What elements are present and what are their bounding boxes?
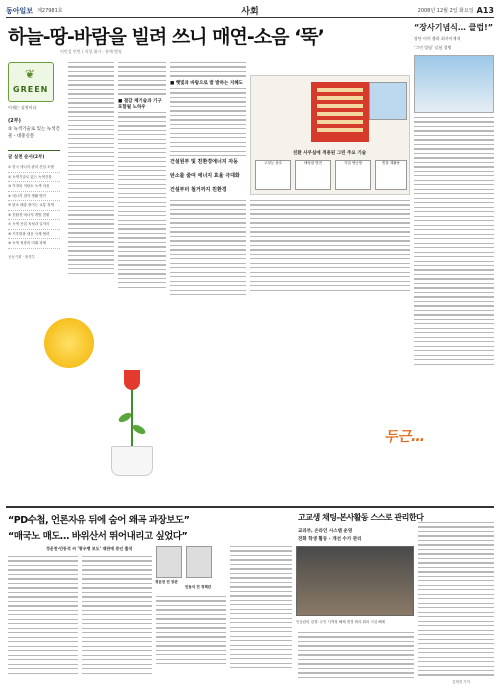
series-list-item: ⑧ 기후변화 대응 국제 협력 <box>8 230 60 240</box>
diagram-title: 친환 사무실에 적용된 그린 주요 기술 <box>293 151 367 156</box>
bottom-right-reporter: 김재경 기자 <box>452 680 471 684</box>
bottom-left-subheadline: “매국노 매도… 바위산서 뛰어내리고 싶었다” <box>8 531 188 542</box>
bottom-left-byline: 정운천·민동석 씨 ‘광우병 보도’ 재판에 증인 출석 <box>46 546 133 551</box>
badge-word: GREEN <box>13 85 49 94</box>
sun-illustration <box>44 318 94 368</box>
series-list <box>8 150 60 249</box>
green-building-diagram <box>250 75 410 195</box>
article-text-lower <box>250 200 410 294</box>
pull-quote: 건설원부 및 친환경에너지 자동 <box>170 159 239 165</box>
series-list-item: ⑤ 탄소 배출 줄이는 교통 정책 <box>8 201 60 211</box>
bottom-left-text-col1 <box>8 556 78 677</box>
bottom-left-text-col2 <box>82 556 152 677</box>
meeting-photo <box>296 546 414 616</box>
leaf <box>131 423 147 436</box>
sidebar-subheadline: ‘그린 빌딩’ 실험 경쟁 <box>414 45 452 50</box>
building-facade <box>317 88 363 136</box>
article-subhead: ■ 햇빛과 바람으로 발 발하는 지혜도 <box>170 80 243 86</box>
diagram-item-label: 태양광 발전 <box>303 161 323 165</box>
solar-panel-photo <box>369 82 407 120</box>
bottom-right-text-col1 <box>298 632 414 681</box>
series-list-item: ① 한국 에너지 관리 건설 모델 <box>8 163 60 173</box>
article-subhead: ■ 절감 제기술과 기구 포함될 노하우 <box>118 98 162 110</box>
sidebar-headline: “장사기념식… 클럽!” <box>414 23 494 32</box>
series-title: ② 녹색기술로 있는 녹색건물 - 대중신문 <box>8 127 60 139</box>
bottom-right-headline: 고교생 채팅-본사활동 스스로 관리한다 <box>298 513 424 522</box>
meeting-photo-caption: 인공관리 강경: 무인 사격장 해제 변경 쿼리 회의 시설 해체 <box>296 620 385 624</box>
section-title: 사회 <box>241 7 259 17</box>
series-number: (2부) <box>8 118 21 124</box>
series-column <box>8 62 60 302</box>
bottom-left-headline: “PD수첩, 언론자유 뒤에 숨어 왜곡 과장보도” <box>8 515 190 526</box>
diagram-item <box>335 160 371 190</box>
sprout-icon: ❦ <box>25 67 36 81</box>
lead-headline: 하늘-땅-바람을 빌려 쓰니 매연-소음 ‘뚝’ <box>8 26 324 48</box>
diagram-item <box>255 160 291 190</box>
badge-subtitle: 이제는 실천이다 <box>8 105 37 110</box>
bottom-left-text-col4 <box>230 546 292 672</box>
sidebar-article <box>414 22 494 368</box>
portrait-photo <box>156 546 182 578</box>
article-text-col1 <box>68 62 114 277</box>
diagram-item-label: 고성능 창호 <box>263 161 283 165</box>
lead-byline: 이민걸 인턴 / 지성 취가 · 홍예 범직 <box>60 49 122 54</box>
series-list-item: ④ 에너지 절약 생활 방안 <box>8 192 60 202</box>
article-text-col3-lower <box>170 200 246 299</box>
sidebar-photo <box>414 55 494 113</box>
portrait-caption: 정운천 전 장관 <box>155 580 178 584</box>
portrait-caption: 민동석 전 정책관 <box>185 585 212 589</box>
portrait-photo <box>186 546 212 578</box>
article-text-col2 <box>118 62 166 291</box>
section-divider <box>6 506 494 508</box>
page-number: A13 <box>476 6 494 15</box>
series-list-item: ⑦ 녹색 산업 육성과 일자리 <box>8 220 60 230</box>
diagram-item-label: 지열 냉난방 <box>343 161 363 165</box>
series-list-item: ⑨ 녹색 성장의 미래 과제 <box>8 239 60 249</box>
tulip-flower <box>124 370 140 390</box>
issue-date: 2008년 12월 2일 화요일 <box>417 8 474 14</box>
issue-number: 제27981호 <box>37 8 63 14</box>
green-series-badge <box>8 62 54 102</box>
newspaper-name: 동아일보 <box>6 6 34 15</box>
pull-quote: 건설부터 철거까지 친환경 <box>170 187 227 193</box>
series-list-item: ⑥ 친환경 에너지 개발 현황 <box>8 211 60 221</box>
diagram-item <box>295 160 331 190</box>
bottom-right-text-col2 <box>418 522 494 679</box>
sponsor-credit: 공동기획 · 환경부 <box>8 254 36 259</box>
sidebar-subheadline: 장단 이어 출하 최사이계적 <box>414 36 461 41</box>
flower-pot <box>111 446 153 476</box>
series-list-item: ② 녹색기술로 있는 녹색건물 <box>8 173 60 183</box>
bottom-right-subheadline: 전화 학생 활동 - 개선 수가 관리 <box>298 537 362 542</box>
bottom-right-subheadline: 교과부, 온라인 시스템 운영 <box>298 529 353 534</box>
series-list-title: 글 실천 순서(2부) <box>8 155 45 160</box>
tulip-stem <box>131 390 133 446</box>
series-list-item: ③ 가정의 저탄소 녹색 마을 <box>8 182 60 192</box>
pull-quote: 탄소를 줄여 에너지 효율 극대화 <box>170 173 240 179</box>
diagram-item <box>375 160 407 190</box>
diagram-item-label: 빗물 재활용 <box>381 161 401 165</box>
article-text-col3 <box>170 62 246 160</box>
illustration-area <box>6 318 494 498</box>
bottom-left-text-col3 <box>156 596 226 668</box>
illustration-word: 두근… <box>384 429 426 445</box>
masthead <box>6 4 494 18</box>
